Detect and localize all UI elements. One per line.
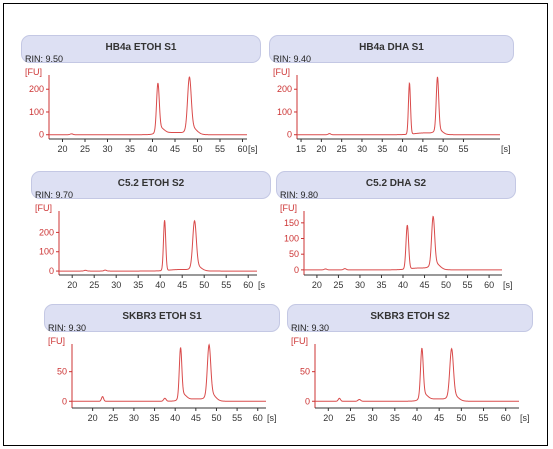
x-tick-label: 60 [500, 413, 511, 423]
x-axis-unit: [s [258, 280, 266, 290]
x-tick-label: 55 [462, 280, 473, 290]
y-tick-label: 50 [299, 366, 310, 377]
rin-label: RIN: 9.80 [280, 190, 319, 200]
rin-label: RIN: 9.40 [273, 54, 312, 64]
y-tick-label: 100 [38, 246, 54, 257]
panel-c52-dha-s2 [276, 171, 516, 306]
y-tick-label: 100 [276, 106, 292, 117]
y-tick-label: 200 [38, 227, 54, 238]
x-tick-label: 30 [367, 413, 378, 423]
y-axis-label: [FU] [25, 67, 42, 77]
x-tick-label: 20 [311, 280, 322, 290]
x-tick-label: 55 [478, 413, 489, 423]
x-tick-label: 50 [438, 144, 449, 154]
x-tick-label: 20 [67, 280, 78, 290]
electropherogram-plot [21, 65, 261, 170]
x-tick-label: 30 [128, 413, 139, 423]
x-tick-label: 20 [57, 144, 68, 154]
panel-hb4a-etoh-s1 [21, 35, 261, 170]
panel-title: SKBR3 ETOH S1 [122, 311, 202, 322]
x-tick-label: 45 [417, 144, 428, 154]
x-tick-label: 60 [237, 144, 248, 154]
x-tick-label: 20 [316, 144, 327, 154]
x-tick-label: 40 [155, 280, 166, 290]
x-tick-label: 35 [376, 280, 387, 290]
x-tick-label: 55 [221, 280, 232, 290]
y-tick-label: 150 [283, 217, 299, 228]
x-tick-label: 40 [397, 144, 408, 154]
y-tick-label: 0 [293, 264, 299, 275]
y-tick-label: 0 [286, 129, 292, 140]
x-tick-label: 25 [336, 144, 347, 154]
x-tick-label: 30 [356, 144, 367, 154]
x-tick-label: 20 [87, 413, 98, 423]
rin-label: RIN: 9.30 [291, 323, 330, 333]
x-tick-label: 40 [397, 280, 409, 290]
x-tick-label: 30 [102, 144, 113, 154]
panel-skbr3-etoh-s1 [44, 304, 280, 439]
y-tick-label: 50 [288, 249, 299, 260]
y-axis-label: [FU] [35, 203, 52, 213]
y-tick-label: 50 [56, 366, 67, 377]
x-tick-label: 25 [108, 413, 119, 423]
x-tick-label: 45 [434, 413, 445, 423]
x-tick-label: 25 [79, 144, 91, 154]
x-tick-label: 35 [124, 144, 136, 154]
panel-title: C5.2 ETOH S2 [117, 178, 185, 189]
x-tick-label: 50 [192, 144, 203, 154]
y-tick-label: 200 [276, 84, 292, 95]
x-tick-label: 60 [243, 280, 254, 290]
panel-title: HB4a ETOH S1 [105, 42, 177, 53]
y-tick-label: 100 [283, 233, 299, 244]
x-tick-label: 25 [345, 413, 356, 423]
x-tick-label: 30 [354, 280, 365, 290]
electropherogram-plot [31, 201, 271, 306]
trace-line [49, 77, 247, 135]
x-tick-label: 35 [133, 280, 144, 290]
x-tick-label: 40 [170, 413, 181, 423]
panel-title: C5.2 DHA S2 [365, 178, 427, 189]
x-tick-label: 50 [456, 413, 467, 423]
x-tick-label: 20 [323, 413, 334, 423]
rin-label: RIN: 9.70 [35, 190, 74, 200]
electropherogram-plot [287, 334, 533, 439]
x-axis-unit: [s] [520, 413, 530, 423]
trace-line [315, 348, 519, 401]
electropherogram-plot [276, 201, 516, 306]
y-tick-label: 0 [48, 266, 54, 277]
x-tick-label: 50 [211, 413, 222, 423]
trace-line [72, 345, 266, 401]
panel-title: SKBR3 ETOH S2 [370, 311, 450, 322]
x-axis-unit: [s] [267, 413, 277, 423]
figure-frame [3, 3, 548, 446]
x-axis-unit: [s] [503, 280, 513, 290]
y-axis-label: [FU] [280, 203, 297, 213]
x-tick-label: 55 [214, 144, 226, 154]
y-tick-label: 0 [38, 129, 44, 140]
x-axis-unit: [s] [248, 144, 258, 154]
x-tick-label: 60 [484, 280, 495, 290]
y-tick-label: 100 [28, 106, 44, 117]
trace-line [297, 77, 500, 135]
x-axis-unit: [s] [501, 144, 511, 154]
y-axis-label: [FU] [48, 336, 65, 346]
x-tick-label: 60 [252, 413, 263, 423]
x-tick-label: 45 [190, 413, 201, 423]
x-tick-label: 55 [232, 413, 243, 423]
x-tick-label: 35 [149, 413, 160, 423]
x-tick-label: 35 [377, 144, 388, 154]
x-tick-label: 45 [419, 280, 430, 290]
x-tick-label: 45 [177, 280, 188, 290]
x-tick-label: 50 [199, 280, 210, 290]
x-tick-label: 30 [111, 280, 122, 290]
panel-skbr3-etoh-s2 [287, 304, 533, 439]
panel-title: HB4a DHA S1 [359, 42, 424, 53]
panel-c52-etoh-s2 [31, 171, 271, 306]
y-axis-label: [FU] [273, 67, 290, 77]
electropherogram-plot [44, 334, 280, 439]
trace-line [304, 217, 502, 270]
x-tick-label: 25 [333, 280, 344, 290]
rin-label: RIN: 9.30 [48, 323, 87, 333]
x-tick-label: 15 [296, 144, 307, 154]
x-tick-label: 25 [89, 280, 100, 290]
x-tick-label: 45 [169, 144, 181, 154]
rin-label: RIN: 9.50 [25, 54, 64, 64]
x-tick-label: 50 [441, 280, 452, 290]
trace-line [59, 220, 257, 271]
y-axis-label: [FU] [291, 336, 308, 346]
y-tick-label: 0 [61, 396, 67, 407]
x-tick-label: 35 [389, 413, 400, 423]
y-tick-label: 0 [304, 396, 310, 407]
y-tick-label: 200 [28, 84, 44, 95]
x-tick-label: 40 [411, 413, 423, 423]
panel-hb4a-dha-s1 [269, 35, 514, 170]
electropherogram-plot [269, 65, 514, 170]
x-tick-label: 40 [147, 144, 158, 154]
x-tick-label: 55 [458, 144, 469, 154]
